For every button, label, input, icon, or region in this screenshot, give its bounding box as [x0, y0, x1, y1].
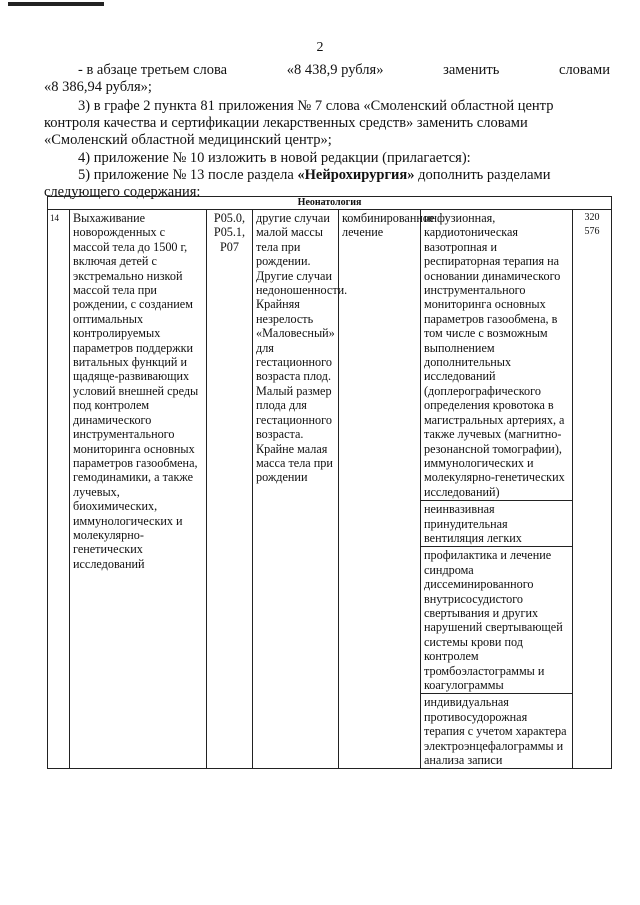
text-segment: словами — [559, 62, 610, 78]
treatment-method-item: инфузионная, кардиотоническая вазотропная и респираторная терапия на основании динамического инструментального мониторинга основных параметров газообмена, в том числе с возможным выполнением дополнительных исследований (доплерографического определения кровотока в магистральных артериях, а также лучевых (магнитно-резонансной томографии), иммунологических и молекулярно-генетических исследований) — [421, 210, 572, 501]
amendment-paragraph-1 — [44, 62, 610, 96]
treatment-method-item: профилактика и лечение синдрома диссеминированного внутрисосудистого свертывания и других нарушений свертывающей системы крови под контролем тромбоэластограммы и коагулограммы — [421, 547, 572, 694]
paragraph-line: контроля качества и сертификации лекарственных средств» заменить словами — [44, 115, 528, 131]
paragraph-1-line-1 — [78, 62, 610, 79]
scan-edge-bar — [8, 2, 104, 6]
text-segment: - в абзаце третьем слова — [78, 62, 228, 78]
price-cell: 320 576 — [573, 210, 612, 769]
paragraph-line: 4) приложение № 10 изложить в новой редакции (прилагается): — [78, 150, 471, 166]
paragraph-line — [44, 167, 610, 184]
table-row — [48, 210, 612, 769]
paragraph-line: 3) в графе 2 пункта 81 приложения № 7 слова «Смоленский областной центр — [78, 98, 554, 114]
treatment-method-item: неинвазивная принудительная вентиляция легких — [421, 501, 572, 547]
text-segment: 5) приложение № 13 после раздела — [78, 167, 298, 183]
amendment-paragraph-4 — [44, 150, 610, 167]
treatment-method-item: индивидуальная противосудорожная терапия с учетом характера электроэнцефалограммы и анализа записи — [424, 695, 567, 768]
icd-codes-cell: P05.0, P05.1, P07 — [207, 210, 253, 769]
paragraph-line: «Смоленский областной медицинский центр»; — [44, 132, 332, 148]
treatment-methods-cell — [421, 210, 573, 769]
patient-model-cell: другие случаи малой массы тела при рождении. Другие случаи недоношенности. Крайняя незрелость «Маловесный» для гестационного возраста плод. Малый размер плода для гестационного возраста. Крайне малая масса тела при рождении — [253, 210, 339, 769]
paragraph-line: следующего содержания: — [44, 184, 201, 200]
medical-care-table — [47, 196, 612, 769]
care-type-cell: Выхаживание новорожденных с массой тела до 1500 г, включая детей с экстремально низкой массой тела при рождении, с созданием оптимальных контролируемых параметров поддержки витальных функций и щадяще-развивающих условий внешней среды под контролем динамического инструментального мониторинга основных параметров газообмена, гемодинамики, а также лучевых, биохимических, иммунологических и молекулярно-генетических исследований — [70, 210, 207, 769]
table-section-row — [48, 197, 612, 210]
paragraph-1-line-2: «8 386,94 рубля»; — [44, 79, 152, 95]
section-name-bold: «Нейрохирургия» — [297, 167, 415, 183]
treatment-type-cell: комбинированное лечение — [339, 210, 421, 769]
text-segment: «8 438,9 рубля» — [286, 62, 384, 78]
row-number: 14 — [48, 210, 70, 769]
page-number: 2 — [316, 40, 324, 55]
text-segment: дополнить разделами — [414, 167, 551, 183]
text-segment: заменить — [443, 62, 500, 78]
section-title: Неонатология — [48, 197, 612, 210]
amendment-paragraph-3 — [44, 98, 610, 149]
